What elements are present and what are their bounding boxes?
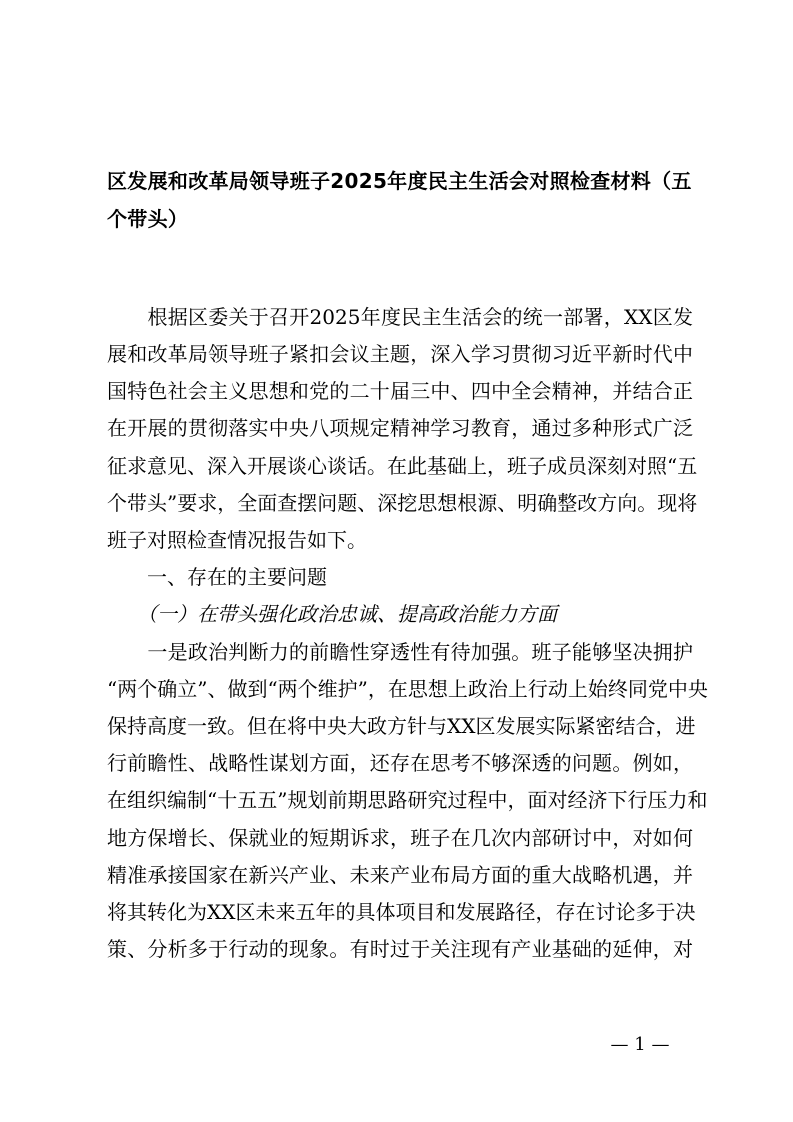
body-line: 将其转化为XX区未来五年的具体项目和发展路径，存在讨论多于决 <box>107 900 696 924</box>
subsection-heading: （一）在带头强化政治忠诚、提高政治能力方面 <box>107 602 557 626</box>
body-line: “两个确立”、做到“两个维护”，在思想上政治上行动上始终同党中央 <box>107 677 708 701</box>
body-line: 展和改革局领导班子紧扣会议主题，深入学习贯彻习近平新时代中 <box>107 342 693 366</box>
document-title: 区发展和改革局领导班子2025年度民主生活会对照检查材料（五个带头） <box>107 169 692 231</box>
body-line: 国特色社会主义思想和党的二十届三中、四中全会精神，并结合正 <box>107 379 693 403</box>
body-line: 在组织编制“十五五”规划前期思路研究过程中，面对经济下行压力和 <box>107 788 708 812</box>
body-line: 征求意见、深入开展谈心谈话。在此基础上，班子成员深刻对照“五 <box>107 454 698 478</box>
body-line: 个带头”要求，全面查摆问题、深挖思想根源、明确整改方向。现将 <box>107 491 698 515</box>
body-line: 班子对照检查情况报告如下。 <box>107 528 367 552</box>
body-line: 保持高度一致。但在将中央大政方针与XX区发展实际紧密结合，进 <box>107 714 696 738</box>
body-line: 一是政治判断力的前瞻性穿透性有待加强。班子能够坚决拥护 <box>107 640 693 664</box>
section-heading: 一、存在的主要问题 <box>107 565 327 589</box>
body-line: 地方保增长、保就业的短期诉求，班子在几次内部研讨中，对如何 <box>107 826 693 850</box>
body-line: 在开展的贯彻落实中央八项规定精神学习教育，通过多种形式广泛 <box>107 416 693 440</box>
body-line: 精准承接国家在新兴产业、未来产业布局方面的重大战略机遇，并 <box>107 863 693 887</box>
body-line: 策、分析多于行动的现象。有时过于关注现有产业基础的延伸，对 <box>107 937 693 961</box>
body-line: 行前瞻性、战略性谋划方面，还存在思考不够深透的问题。例如， <box>107 751 693 775</box>
page-number: — 1 — <box>610 1034 670 1055</box>
body-line: 根据区委关于召开2025年度民主生活会的统一部署，XX区发 <box>107 305 693 329</box>
